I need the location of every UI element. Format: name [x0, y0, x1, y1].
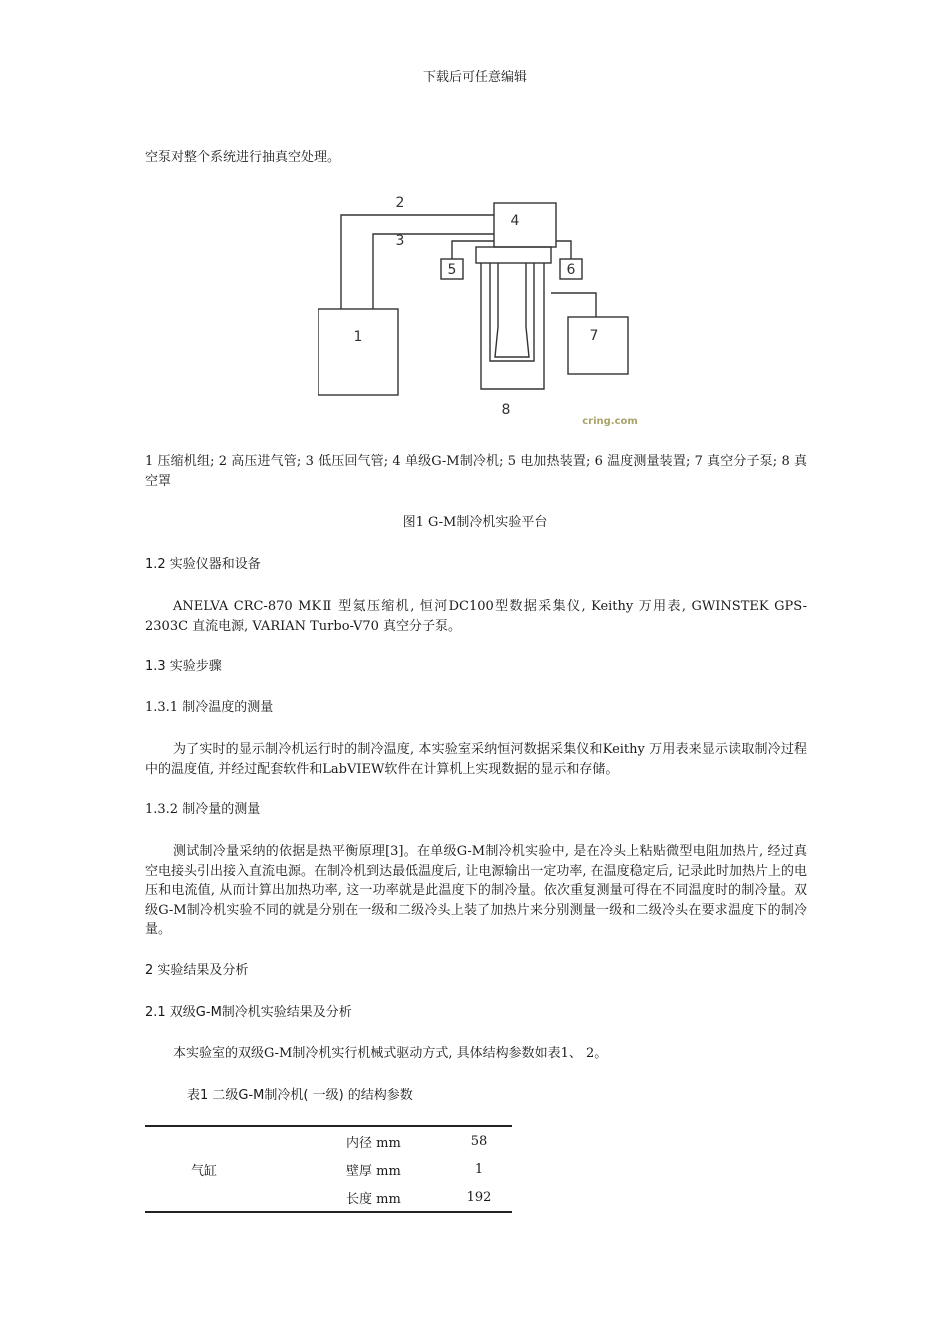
paragraph-1-3-1: 为了实时的显示制冷机运行时的制冷温度, 本实验室采纳恒河数据采集仪和Keithy 万用表来显示读取制冷过程中的温度值, 并经过配套软件和LabVIEW软件在计算机上实现数据的显示和存储。: [145, 742, 807, 777]
param-cell: 长度 mm: [346, 1191, 401, 1207]
heading-2-1: 2.1 双级G-M制冷机实验结果及分析: [145, 1005, 352, 1020]
param-cell: 内径 mm: [346, 1135, 401, 1151]
figure-legend: 1 压缩机组; 2 高压进气管; 3 低压回气管; 4 单级G-M制冷机; 5 电加热装置; 6 温度测量装置; 7 真空分子泵; 8 真空罩: [145, 454, 807, 489]
label-6: 6: [566, 262, 576, 278]
heading-1-3-2: 1.3.2 制冷量的测量: [145, 802, 261, 817]
label-5: 5: [447, 262, 457, 278]
value-cell: 58: [470, 1133, 488, 1149]
label-7: 7: [589, 328, 599, 344]
heading-2: 2 实验结果及分析: [145, 963, 249, 978]
label-1: 1: [353, 329, 363, 345]
cylinder-cell: 气缸: [191, 1163, 218, 1179]
table-1-title: 表1 二级G-M制冷机( 一级) 的结构参数: [187, 1088, 413, 1103]
figure-watermark: cring.com: [582, 416, 638, 427]
intro-line: 空泵对整个系统进行抽真空处理。: [145, 150, 341, 165]
heading-1-3-1: 1.3.1 制冷温度的测量: [145, 700, 274, 715]
page-header: 下载后可任意编辑: [422, 70, 527, 85]
param-cell: 壁厚 mm: [346, 1163, 401, 1179]
heading-1-2: 1.2 实验仪器和设备: [145, 557, 261, 572]
label-3: 3: [395, 233, 405, 249]
value-cell: 1: [474, 1161, 484, 1177]
label-8: 8: [501, 402, 511, 418]
figure-caption: 图1 G-M制冷机实验平台: [402, 515, 548, 530]
value-cell: 192: [466, 1189, 492, 1205]
label-2: 2: [395, 195, 405, 211]
structure-parameter-table: [145, 1125, 512, 1213]
paragraph-1-2: ANELVA CRC-870 MKⅡ 型氦压缩机, 恒河DC100型数据采集仪, Keithy 万用表, GWINSTEK GPS-2303C 直流电源, VARIAN Turbo-V70 真空分子泵。: [145, 599, 807, 634]
table-row: [145, 1126, 512, 1155]
heading-1-3: 1.3 实验步骤: [145, 659, 222, 674]
experiment-platform-figure: [318, 185, 640, 430]
paragraph-1-3-2: 测试制冷量采纳的依据是热平衡原理[3]。在单级G-M制冷机实验中, 是在冷头上粘贴微型电阻加热片, 经过真空电接头引出接入直流电源。在制冷机到达最低温度后, 让电源输出一定功率, 在温度稳定后, 记录此时加热片上的电压和电流值, 从而计算出加热功率, 这一功率就是此温度下的制冷量。依次重复测量可得在不同温度时的制冷量。双级G-M制冷机实验不同的就是分别在一级和二级冷头上装了加热片来分别测量一级和二级冷头在要求温度下的制冷量。: [145, 844, 807, 937]
label-4: 4: [510, 213, 520, 229]
paragraph-2-1: 本实验室的双级G-M制冷机实行机械式驱动方式, 具体结构参数如表1、 2。: [173, 1046, 608, 1061]
